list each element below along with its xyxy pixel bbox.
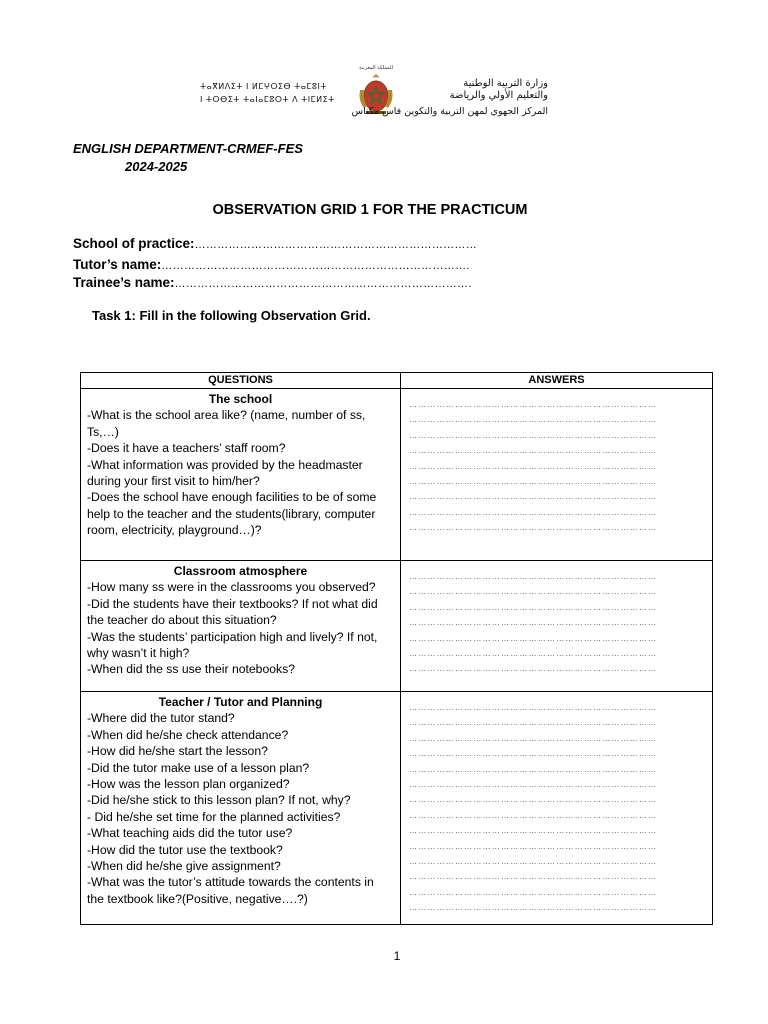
trainee-name-label: Trainee’s name: [73, 275, 175, 290]
question-item: -Did the students have their textbooks? If not what did the teacher do about this situation? [87, 596, 378, 628]
answer-line[interactable]: ……………………………………………………………………… [409, 461, 658, 471]
question-item: -What is the school area like? (name, number of ss, Ts,…) [87, 408, 366, 439]
answer-line[interactable]: ……………………………………………………………………… [409, 887, 658, 897]
section-title-teacher-tutor-planning: Teacher / Tutor and Planning [158, 695, 323, 709]
answer-line[interactable]: ……………………………………………………………………… [409, 523, 658, 533]
tutor-planning-questions-cell [81, 692, 401, 925]
answer-line[interactable]: ……………………………………………………………………… [409, 779, 658, 789]
answer-line[interactable]: ……………………………………………………………………… [409, 718, 658, 728]
answer-line[interactable]: ……………………………………………………………………… [409, 703, 658, 712]
question-item: -When did the ss use their notebooks? [87, 662, 295, 677]
answer-line[interactable]: ……………………………………………………………………… [409, 430, 658, 440]
question-item: -Does it have a teachers’ staff room? [87, 441, 286, 456]
question-item: -How many ss were in the classrooms you observed? [87, 580, 376, 595]
question-item: -What information was provided by the headmaster during your first visit to him/her? [87, 457, 363, 489]
answer-line[interactable]: ……………………………………………………………………… [409, 749, 658, 759]
answer-line[interactable]: ……………………………………………………………………… [409, 841, 658, 851]
task-instruction: Task 1: Fill in the following Observation Grid. [92, 308, 371, 323]
answer-line[interactable]: ……………………………………………………………………… [409, 648, 658, 658]
arabic-ministry-line-2: والتعليم الأولي والرياضة [449, 90, 548, 101]
section-title-classroom-atmosphere: Classroom atmosphere [173, 564, 308, 578]
answer-line[interactable]: ……………………………………………………………………… [409, 856, 658, 866]
answer-line[interactable]: ……………………………………………………………………… [409, 492, 658, 502]
arabic-ministry-name [398, 78, 548, 102]
section-title-school: The school [208, 392, 273, 406]
tifinagh-line-2: ⵏ ⵜⵔⴱⵉⵜ ⵜⴰⵏⴰⵎⵓⵔⵜ ⴷ ⵜⵏⵎⵍⵉⵜ [200, 95, 335, 104]
question-item: -When did he/she give assignment? [87, 859, 281, 874]
question-item: -How did the tutor use the textbook? [87, 842, 283, 857]
question-item: -What teaching aids did the tutor use? [87, 826, 293, 841]
academic-year: 2024-2025 [125, 159, 188, 174]
question-item: - Did he/she set time for the planned activities? [87, 809, 341, 824]
answer-line[interactable]: ……………………………………………………………………… [409, 602, 658, 612]
answer-line[interactable]: ……………………………………………………………………… [409, 810, 658, 820]
question-item: -When did he/she check attendance? [87, 727, 289, 742]
question-item: -What was the tutor’s attitude towards the contents in the textbook like?(Positive, negative….?) [87, 875, 374, 906]
answer-line[interactable]: ……………………………………………………………………… [409, 618, 658, 628]
question-item: -Did he/she stick to this lesson plan? If not, why? [87, 793, 351, 808]
table-row [81, 692, 713, 925]
tifinagh-line-1: ⵜⴰⴳⵍⴷⵉⵜ ⵏ ⵍⵎⵖⵔⵉⴱ ⵜⴰⵎⵓⵏⵜ [200, 82, 327, 91]
answer-line[interactable]: ……………………………………………………………………… [409, 415, 658, 425]
answer-line[interactable]: ……………………………………………………………………… [409, 446, 658, 456]
questions-column-header: QUESTIONS [81, 373, 401, 389]
classroom-questions-cell [81, 561, 401, 692]
answer-line[interactable]: ……………………………………………………………………… [409, 664, 658, 674]
answer-line[interactable]: ……………………………………………………………………… [409, 400, 658, 409]
answer-line[interactable]: ……………………………………………………………………… [409, 476, 658, 486]
arabic-center-name: المركز الجهوي لمهن التربية والتكوين فاس مكناس [351, 106, 548, 117]
tutor-name-blank[interactable]: ………………………………………………………………………. [161, 260, 470, 272]
question-item: -How did he/she start the lesson? [87, 744, 268, 759]
classroom-answers-cell[interactable] [401, 561, 713, 692]
observation-grid-table [80, 372, 713, 925]
table-row [81, 389, 713, 561]
answer-line[interactable]: ……………………………………………………………………… [409, 795, 658, 805]
tutor-planning-answers-cell[interactable] [401, 692, 713, 925]
tutor-name-field [73, 257, 470, 272]
trainee-name-blank[interactable]: ……………………………………………………………………. [174, 278, 472, 290]
department-name: ENGLISH DEPARTMENT-CRMEF-FES [73, 141, 303, 156]
tutor-name-label: Tutor’s name: [73, 257, 162, 272]
school-of-practice-blank[interactable]: ………………………………………………………………… [194, 239, 478, 251]
question-item: -Was the students’ participation high and lively? If not, why wasn’t it high? [87, 629, 378, 661]
answer-line[interactable]: ……………………………………………………………………… [409, 764, 658, 774]
table-header-row [81, 373, 713, 389]
answer-line[interactable]: ……………………………………………………………………… [409, 507, 658, 517]
tifinagh-ministry-name [200, 80, 350, 106]
answer-line[interactable]: ……………………………………………………………………… [409, 872, 658, 882]
answer-line[interactable]: ……………………………………………………………………… [409, 587, 658, 597]
question-item: -How was the lesson plan organized? [87, 777, 290, 792]
school-of-practice-field [73, 236, 477, 251]
question-item: -Did the tutor make use of a lesson plan? [87, 760, 310, 775]
school-answers-cell[interactable] [401, 389, 713, 561]
school-questions-cell [81, 389, 401, 561]
answers-column-header: ANSWERS [401, 373, 713, 389]
trainee-name-field [73, 275, 472, 290]
institution-header-logo [196, 65, 552, 120]
answer-line[interactable]: ……………………………………………………………………… [409, 903, 658, 913]
answer-line[interactable]: ……………………………………………………………………… [409, 633, 658, 643]
answer-line[interactable]: ……………………………………………………………………… [409, 572, 658, 581]
question-item: -Where did the tutor stand? [87, 711, 235, 726]
document-title: OBSERVATION GRID 1 FOR THE PRACTICUM [212, 202, 528, 218]
emblem-caption: المملكة المغربية [359, 65, 393, 71]
question-item: -Does the school have enough facilities to be of some help to the teacher and the students(library, computer room, electricity, playground…)? [87, 490, 377, 538]
answer-line[interactable]: ……………………………………………………………………… [409, 826, 658, 836]
school-of-practice-label: School of practice: [73, 236, 195, 251]
table-row [81, 561, 713, 692]
page-number: 1 [393, 949, 401, 963]
answer-line[interactable]: ……………………………………………………………………… [409, 733, 658, 743]
arabic-ministry-line-1: وزارة التربية الوطنية [463, 78, 548, 89]
